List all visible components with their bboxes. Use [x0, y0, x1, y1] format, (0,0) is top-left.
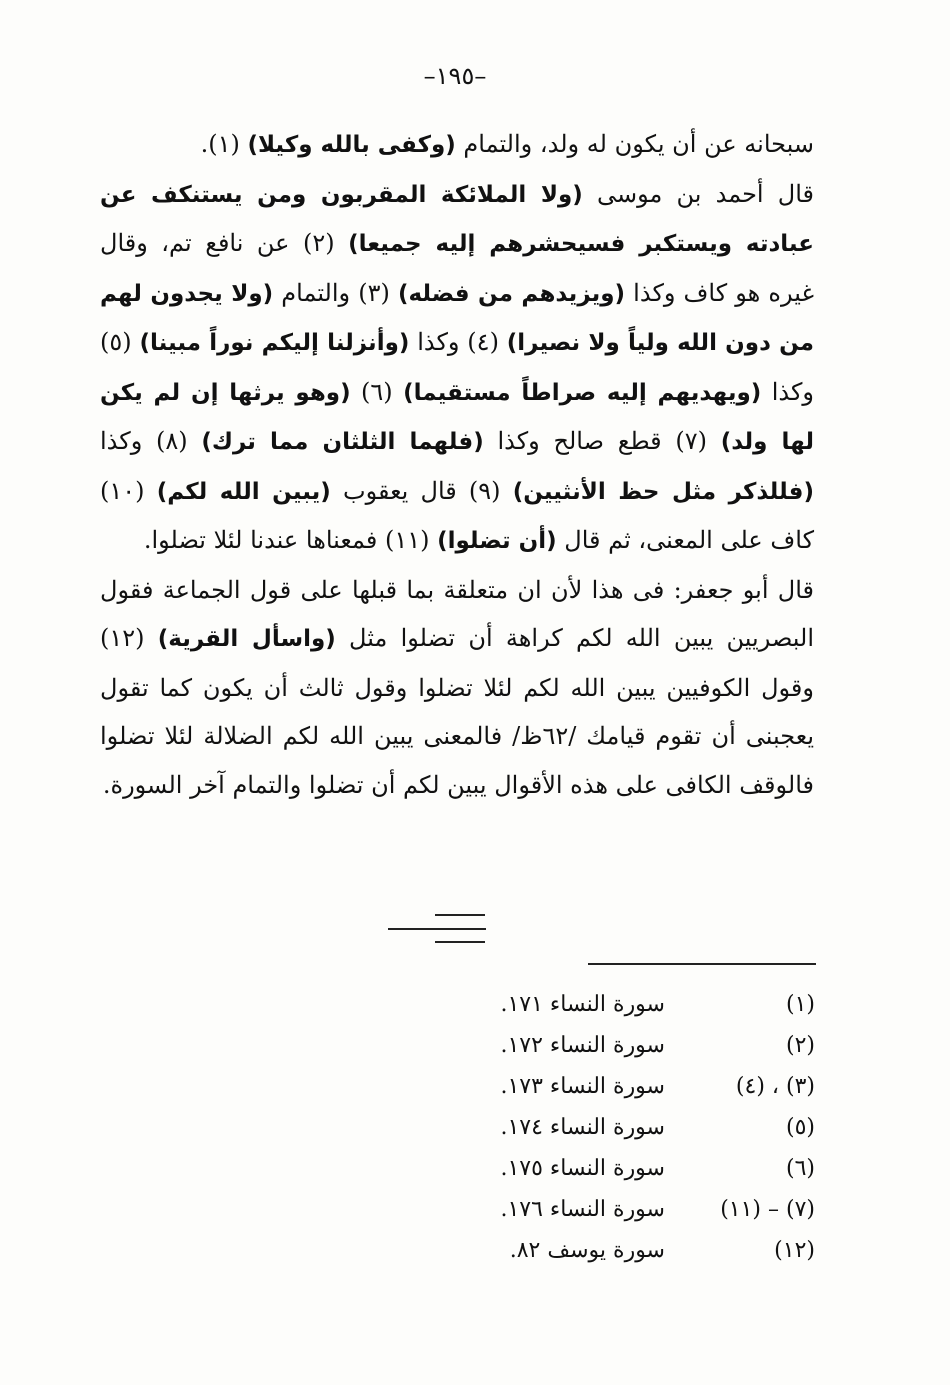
text-segment: (٥) وكذا	[100, 328, 814, 406]
footnote-reference: سورة النساء ١٧٣.	[500, 1074, 665, 1099]
footnote	[470, 1107, 815, 1148]
text-segment: (٨) وكذا	[100, 427, 202, 455]
quran-quote: (وهو يرثها إن لم يكن لها ولد)	[100, 379, 815, 455]
footnote	[470, 984, 815, 1025]
page-number: –١٩٥–	[423, 62, 487, 90]
text-segment: قال أحمد بن موسى	[582, 179, 814, 208]
footnote	[470, 1066, 815, 1107]
footnote	[470, 1025, 815, 1066]
text-segment: قال أبو جعفر: فى هذا لأن ان متعلقة بما قبلها على قول الجماعة فقول البصريين يبين الله لكم كراهة أن تضلوا مثل	[100, 575, 814, 652]
footnote-number: (٧) – (١١)	[720, 1197, 815, 1222]
text-segment: سبحانه عن أن يكون له ولد، والتمام	[455, 130, 814, 158]
footnote-reference: سورة يوسف ٨٢.	[509, 1238, 665, 1263]
text-segment: (٢) عن نافع تم، وقال غيره هو كاف وكذا	[100, 229, 815, 307]
text-segment: (١٠) كاف على المعنى، ثم قال	[100, 476, 814, 554]
footnote-number: (٦)	[785, 1156, 815, 1181]
quran-quote: (فللذكر مثل حظ الأنثيين)	[512, 478, 814, 505]
section-divider-line	[435, 941, 485, 943]
main-text	[100, 120, 814, 809]
quran-quote: (وأنزلنا إليكم نوراً مبينا)	[139, 330, 410, 356]
quran-quote: (وكفى بالله وكيلا)	[247, 132, 456, 158]
footnote-number: (٣) ، (٤)	[735, 1074, 815, 1099]
footnote-reference: سورة النساء ١٧٦.	[500, 1197, 665, 1222]
quran-quote: (ولا يجدون لهم من دون الله ولياً ولا نصيرا)	[100, 280, 815, 356]
quran-quote: (ويهديهم إليه صراطاً مستقيما)	[403, 379, 762, 406]
quran-quote: (يبين الله لكم)	[156, 478, 331, 505]
footnote-reference: سورة النساء ١٧٤.	[500, 1115, 665, 1140]
footnote-reference: سورة النساء ١٧١.	[500, 992, 665, 1017]
quran-quote: (فلهما الثلثان مما ترك)	[201, 429, 484, 455]
text-segment: (١٢) وقول الكوفيين يبين الله لكم لئلا تضلوا وقول ثالث أن يكون كما تقول يعجبنى أن تقوم قيامك /٦٢ظ/ فالمعنى يبين الله لكم الضلالة لئلا تضلوا فالوقف الكافى على هذه الأقوال يبين لكم أن تضلوا والتمام آخر السورة.	[100, 624, 814, 799]
text-segment: (٦)	[350, 377, 404, 406]
quran-quote: (ويزيدهم من فضله)	[397, 280, 626, 307]
footnote	[470, 1148, 815, 1189]
footnote-reference: سورة النساء ١٧٥.	[500, 1156, 665, 1181]
text-segment: (١).	[200, 130, 248, 158]
text-segment: (٩) قال يعقوب	[330, 476, 513, 505]
section-divider-line	[435, 914, 485, 916]
footnote-number: (١٢)	[774, 1238, 815, 1263]
footnote-number: (٢)	[785, 1033, 815, 1058]
footnote-reference: سورة النساء ١٧٢.	[500, 1033, 665, 1058]
quran-quote: (واسأل القرية)	[157, 626, 336, 652]
paragraph	[100, 566, 814, 810]
quran-quote: (ولا الملائكة المقربون ومن يستنكف عن عبادته ويستكبر فسيحشرهم إليه جميعا)	[100, 181, 814, 257]
text-segment: (٣) والتمام	[273, 278, 398, 307]
text-segment: (٤) وكذا	[409, 328, 507, 356]
footnotes	[470, 984, 815, 1271]
paragraph	[100, 170, 814, 566]
text-segment: (١١) فمعناها عندنا لئلا تضلوا.	[143, 526, 438, 554]
text-segment: (٧) قطع صالح وكذا	[483, 427, 721, 455]
footnote	[470, 1189, 815, 1230]
footnote-separator	[588, 963, 816, 965]
footnote-number: (٥)	[785, 1115, 815, 1140]
quran-quote: (أن تضلوا)	[437, 528, 557, 554]
paragraph	[100, 120, 814, 170]
section-divider-line	[388, 928, 486, 930]
footnote-number: (١)	[785, 992, 815, 1017]
footnote	[470, 1230, 815, 1271]
